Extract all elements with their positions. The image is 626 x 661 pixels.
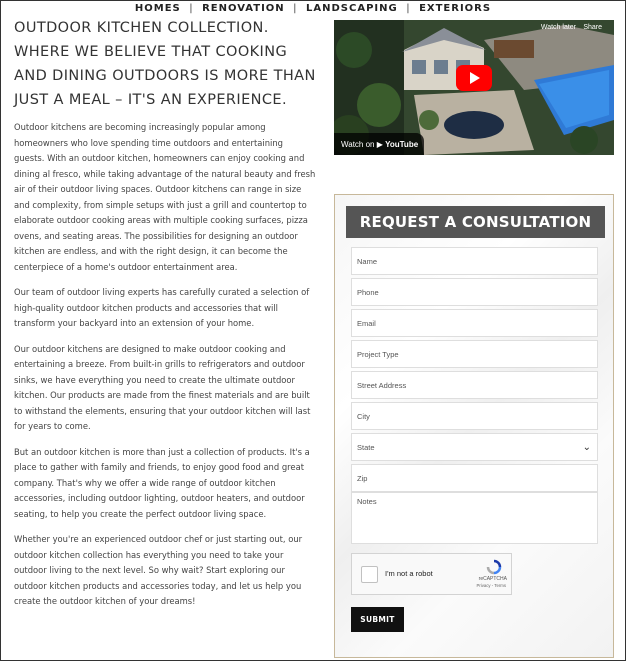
street-address-field[interactable] [351,371,598,399]
email-field[interactable] [351,309,598,337]
field-placeholder: State [357,443,375,452]
recaptcha-links[interactable]: Privacy - Terms [476,583,506,588]
recaptcha-label: I'm not a robot [385,569,433,578]
city-field[interactable] [351,402,598,430]
paragraph: Our outdoor kitchens are designed to make outdoor cooking and entertaining a breeze. From built-in grills to refrigerators and outdoor sinks, we have everything you need to create the ultimate outdoor kitchen. Our products are made from the finest materials and are built to withstand the elements, ensuring that your outdoor kitchen will last for years to come. [14,343,311,431]
watch-on-label: Watch on [341,140,375,149]
recaptcha-logo-icon [483,559,505,575]
zip-field[interactable] [351,464,598,492]
form-title: REQUEST A CONSULTATION [346,206,605,238]
recaptcha-brand: reCAPTCHA [478,576,507,582]
field-placeholder: Street Address [357,381,407,390]
paragraph: Outdoor kitchens are becoming increasingly popular among homeowners who love spending time outdoors and entertaining guests. With an outdoor kitchen, homeowners can enjoy cooking and dining al fresco, while taking advantage of the natural beauty and fresh air of their outdoor living spaces. Outdoor kitchens can range in size and complexity, from simple setups with just a grill and countertop to elaborate outdoor cooking areas with multiple cooking surfaces, pizza ovens, and seating areas. The possibilities for designing an outdoor kitchen are endless, and with the right design, it can become the centerpiece of a home's outdoor entertainment area. [14,122,316,272]
nav-separator: | [189,3,194,14]
page-headline: OUTDOOR KITCHEN COLLECTION. WHERE WE BELIEVE THAT COOKING AND DINING OUTDOORS IS MORE THAN JUST A MEAL – IT'S AN EXPERIENCE. [14,20,316,108]
nav-separator: | [406,3,411,14]
top-nav [0,3,626,14]
field-placeholder: Project Type [357,350,399,359]
submit-button[interactable]: SUBMIT [351,607,404,632]
paragraph: Whether you're an experienced outdoor chef or just starting out, our outdoor kitchen collection has everything you need to take your outdoor living to the next level. So why wait? Start exploring our outdoor kitchen products and accessories today, and let us help you create the outdoor kitchen of your dreams! [14,534,303,606]
notes-textarea[interactable] [351,492,598,544]
phone-field[interactable] [351,278,598,306]
field-placeholder: Zip [357,474,368,483]
field-placeholder: Notes [357,497,377,506]
field-placeholder: City [357,412,370,421]
name-field[interactable] [351,247,598,275]
youtube-logo-icon: ▶ [376,140,383,149]
project-type-field[interactable] [351,340,598,368]
nav-item-landscaping[interactable]: LANDSCAPING [306,3,398,14]
play-icon[interactable] [456,65,492,91]
watch-later-button[interactable]: Watch later [540,24,576,31]
nav-separator: | [293,3,298,14]
recaptcha-checkbox[interactable] [361,566,378,583]
youtube-wordmark: YouTube [385,140,419,149]
consultation-form [334,194,614,658]
video-embed[interactable] [334,20,614,155]
paragraph: Our team of outdoor living experts has carefully curated a selection of high-quality outdoor kitchen products and accessories that will transform your backyard into an extension of your home. [14,287,310,328]
field-placeholder: Phone [357,288,379,297]
field-placeholder: Email [357,319,376,328]
paragraph: But an outdoor kitchen is more than just a collection of products. It's a place to gather with family and friends, to enjoy good food and great company. That's why we offer a wide range of outdoor kitchen accessories, including outdoor lighting, outdoor heaters, and outdoor seating, to help you create the perfect outdoor living space. [14,446,310,519]
recaptcha-widget [351,553,512,595]
state-select[interactable] [351,433,598,461]
nav-item-exteriors[interactable]: EXTERIORS [419,3,492,14]
field-placeholder: Name [357,257,378,266]
watch-on-youtube-button[interactable] [334,133,424,155]
content-column [14,16,316,620]
nav-item-homes[interactable]: HOMES [134,3,181,14]
share-button[interactable]: Share [583,24,602,31]
chevron-down-icon: ⌄ [582,442,591,453]
nav-item-renovation[interactable]: RENOVATION [202,3,285,14]
